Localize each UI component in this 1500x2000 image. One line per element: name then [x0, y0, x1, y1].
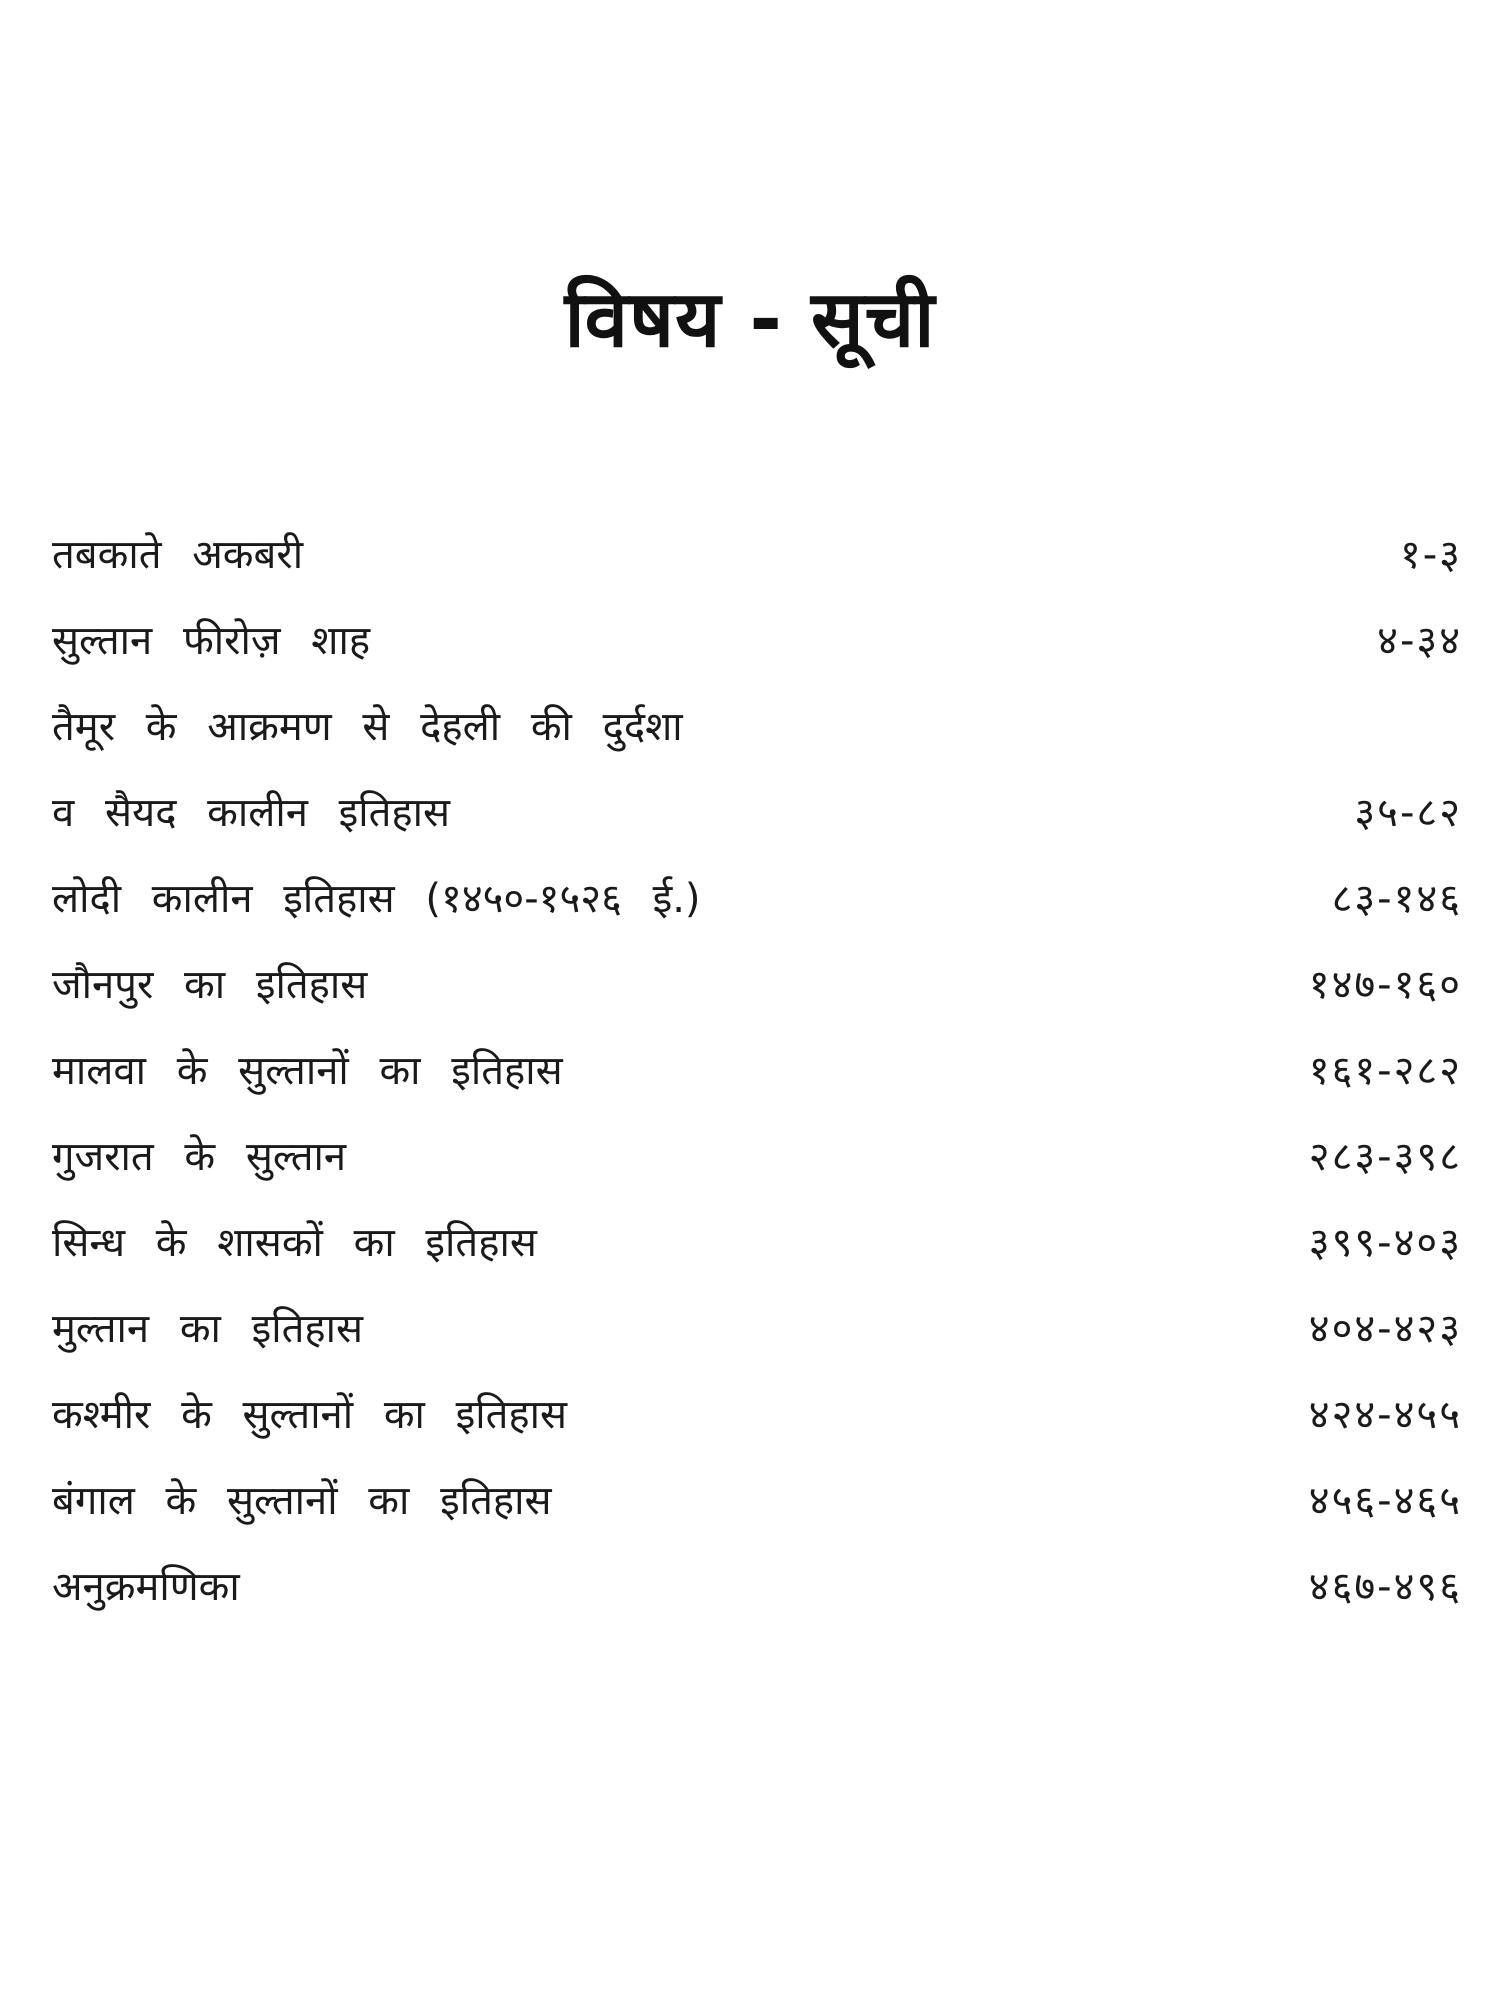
toc-entry — [52, 512, 1472, 598]
toc-entry-pages: ४६७-४९६ — [1308, 1564, 1462, 1610]
toc-entry-title: जौनपुर का इतिहास — [52, 962, 368, 1008]
toc-entry-pages: २८३-३९८ — [1308, 1134, 1462, 1180]
toc-entry — [52, 1114, 1472, 1200]
toc-entry-pages: १६१-२८२ — [1308, 1048, 1462, 1094]
toc-entry — [52, 1458, 1472, 1544]
toc-entry — [52, 1200, 1472, 1286]
toc-entry-pages: ८३-१४६ — [1331, 876, 1462, 922]
toc-entry-title: लोदी कालीन इतिहास (१४५०-१५२६ ई.) — [52, 876, 701, 922]
toc-entry-pages: ३५-८२ — [1354, 790, 1462, 836]
toc-entry — [52, 1028, 1472, 1114]
toc-entry — [52, 1544, 1472, 1630]
toc-entry-title: कश्मीर के सुल्तानों का इतिहास — [52, 1392, 568, 1438]
toc-entry-title: सुल्तान फीरोज़ शाह — [52, 618, 371, 664]
toc-entry-pages: ४०४-४२३ — [1308, 1306, 1462, 1352]
toc-entry-title-line-2: व सैयद कालीन इतिहास — [52, 790, 451, 836]
toc-entry-title-line-1: तैमूर के आक्रमण से देहली की दुर्दशा — [52, 704, 683, 750]
toc-entry-title: मालवा के सुल्तानों का इतिहास — [52, 1048, 563, 1094]
toc-entry-title: अनुक्रमणिका — [52, 1564, 240, 1610]
toc-entry — [52, 1372, 1472, 1458]
toc-entry — [52, 598, 1472, 684]
toc-entry-pages: १४७-१६० — [1308, 962, 1462, 1008]
toc-entry-pages: १-३ — [1399, 532, 1462, 578]
toc-entry — [52, 684, 1472, 856]
toc-entry — [52, 942, 1472, 1028]
page-title: विषय - सूची — [564, 275, 936, 365]
toc-entry-title: बंगाल के सुल्तानों का इतिहास — [52, 1478, 552, 1524]
toc-entry — [52, 856, 1472, 942]
toc-entry-pages: ३९९-४०३ — [1308, 1220, 1462, 1266]
toc-entry-pages: ४२४-४५५ — [1308, 1392, 1462, 1438]
toc-entry-pages: ४५६-४६५ — [1308, 1478, 1462, 1524]
toc-entry-title: मुल्तान का इतिहास — [52, 1306, 364, 1352]
toc-entry — [52, 1286, 1472, 1372]
toc-entry-title: सिन्ध के शासकों का इतिहास — [52, 1220, 537, 1266]
table-of-contents — [52, 512, 1472, 1630]
toc-entry-title: गुजरात के सुल्तान — [52, 1134, 347, 1180]
toc-entry-title — [52, 684, 683, 856]
toc-entry-pages: ४-३४ — [1377, 618, 1462, 664]
toc-entry-title: तबकाते अकबरी — [52, 532, 304, 578]
